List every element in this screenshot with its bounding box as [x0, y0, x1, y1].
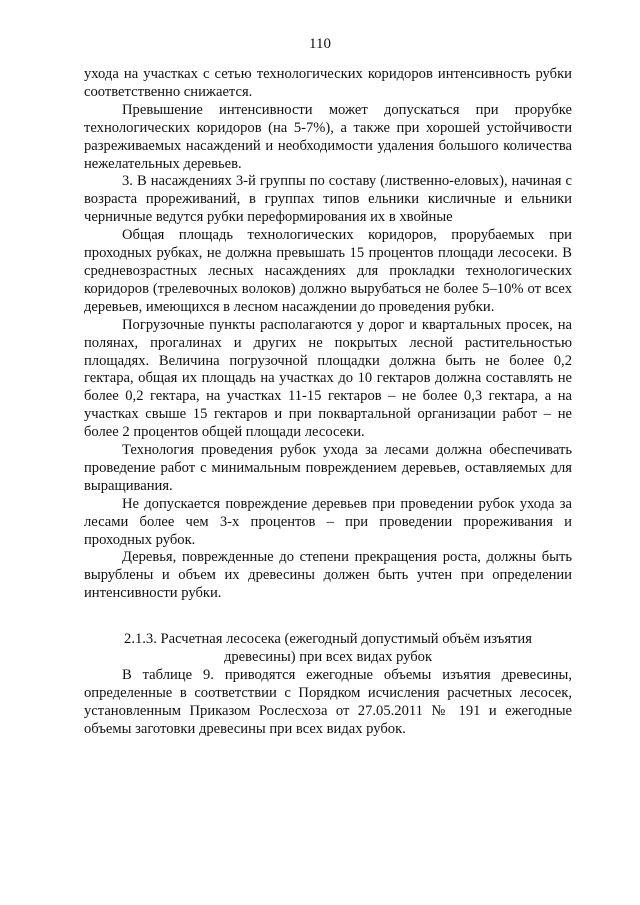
page-number: 110	[309, 36, 331, 52]
section-heading	[84, 631, 572, 667]
section-heading-line: древесины) при всех видах рубок	[223, 649, 433, 666]
document-body	[84, 66, 572, 739]
paragraph: В таблице 9. приводятся ежегодные объемы изъятия древесины, определенные в соответствии с Порядком исчисления расчетных лесосек, установленным Приказом Рослесхоза от 27.05.2011 № 191 и ежегодные объемы заготовки древесины при всех видах рубок.	[84, 667, 572, 737]
paragraph: Превышение интенсивности может допускаться при прорубке технологических коридоров (на 5-7%), а также при хорошей устойчивости разреживаемых насаждений и необходимости удаления большого количества нежелательных деревьев.	[84, 101, 572, 172]
paragraph: ухода на участках с сетью технологических коридоров интенсивность рубки соответственно снижается.	[84, 66, 572, 100]
paragraph: Деревья, поврежденные до степени прекращения роста, должны быть вырублены и объем их древесины должен быть учтен при определении интенсивности рубки.	[84, 549, 572, 602]
section-heading-line: 2.1.3. Расчетная лесосека (ежегодный допустимый объём изъятия	[124, 631, 532, 648]
paragraph: Общая площадь технологических коридоров, прорубаемых при проходных рубках, не должна превышать 15 процентов площади лесосеки. В средневозрастных лесных насаждениях для прокладки технологических коридоров (трелевочных волоков) должно вырубаться не более 5–10% от всех деревьев, имеющихся в лесном насаждении до проведения рубки.	[84, 227, 572, 315]
paragraph: Технология проведения рубок ухода за лесами должна обеспечивать проведение работ с минимальным повреждением деревьев, оставляемых для выращивания.	[84, 442, 572, 494]
paragraph: Не допускается повреждение деревьев при проведении рубок ухода за лесами более чем 3-х процентов – при проведении прореживания и проходных рубок.	[84, 495, 572, 548]
paragraph: 3. В насаждениях 3-й группы по составу (лиственно-еловых), начиная с возраста прореживаний, в группах типов ельники кисличные и ельники черничные ведутся рубки переформирования их в хвойные	[84, 173, 572, 226]
paragraph: Погрузочные пункты располагаются у дорог и квартальных просек, на полянах, прогалинах и других не покрытых лесной растительностью площадях. Величина погрузочной площадки должна быть не более 0,2 гектара, общая их площадь на участках до 10 гектаров должна составлять не более 0,2 гектара, на участках 11-15 гектаров – не более 0,3 гектара, а на участках свыше 15 гектаров и при поквартальной организации работ – не более 2 процентов общей площади лесосеки.	[84, 316, 572, 441]
